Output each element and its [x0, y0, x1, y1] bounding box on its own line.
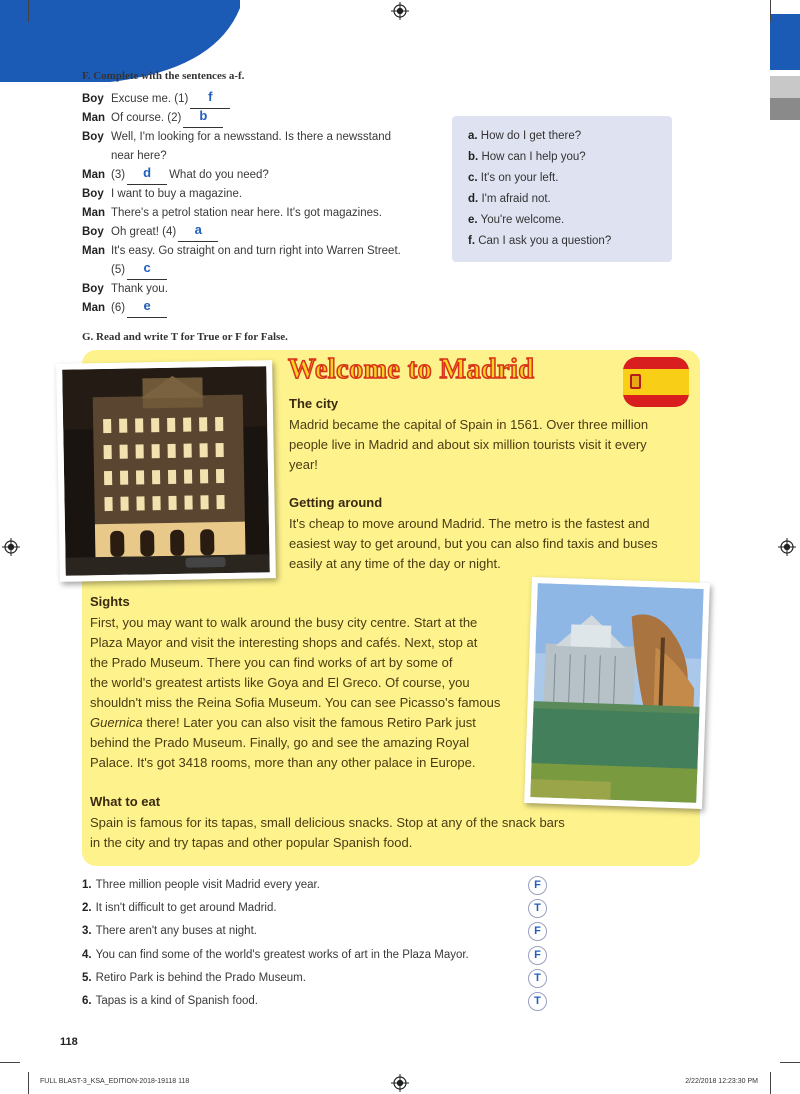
text-line: Spain is famous for its tapas, small delicious snacks. Stop at any of the snack bars — [90, 815, 565, 830]
speaker: Man — [82, 112, 105, 124]
dialogue-line — [82, 185, 442, 204]
statement-text: It isn't difficult to get around Madrid. — [95, 902, 277, 915]
paragraph-sights — [90, 613, 500, 773]
statement-row — [82, 946, 552, 969]
statement-number: 5. — [82, 971, 92, 984]
crop-mark — [28, 1072, 29, 1094]
spain-flag-icon — [623, 357, 689, 407]
answer-blank[interactable]: f — [190, 90, 230, 109]
answer-blank[interactable]: b — [183, 109, 223, 128]
line-text: Excuse me. (1) — [111, 93, 189, 105]
photo-crystal-palace — [524, 577, 710, 809]
option-item — [468, 189, 656, 210]
statement-number: 3. — [82, 925, 92, 938]
task-f-title: F. Complete with the sentences a-f. — [82, 70, 245, 82]
speaker: Man — [82, 302, 105, 314]
option-letter: d. — [468, 193, 479, 205]
crop-mark — [0, 1062, 20, 1063]
text-line: Plaza Mayor and visit the interesting shops and cafés. Next, stop at — [90, 635, 478, 650]
answer-circle[interactable]: T — [528, 992, 547, 1011]
statement-row — [82, 992, 552, 1015]
line-text: It's easy. Go straight on and turn right into Warren Street. — [111, 245, 401, 257]
registration-mark-icon — [2, 538, 20, 556]
text-line: people live in Madrid and about six million tourists visit it every — [289, 437, 647, 452]
print-footer-right: 2/22/2018 12:23:30 PM — [685, 1078, 758, 1085]
dialogue-line — [82, 242, 442, 261]
registration-mark-icon — [391, 2, 409, 20]
paragraph-what-to-eat — [90, 813, 565, 853]
paragraph-getting-around — [289, 514, 658, 574]
crop-mark — [770, 1072, 771, 1094]
text-line: the Prado Museum. There you can find works of art by some of — [90, 655, 453, 670]
dialogue-line — [82, 204, 442, 223]
option-letter: a. — [468, 130, 478, 142]
option-item — [468, 231, 656, 252]
statement-row — [82, 969, 552, 992]
text-line: behind the Prado Museum. Finally, go and see the amazing Royal — [90, 735, 470, 750]
text-line: Guernica there! Later you can also visit the famous Retiro Park just — [90, 715, 476, 730]
answer-blank[interactable]: a — [178, 223, 218, 242]
statement-text: You can find some of the world's greatest works of art in the Plaza Mayor. — [95, 948, 469, 961]
section-heading: Getting around — [289, 495, 383, 510]
line-text: Of course. (2) — [111, 112, 182, 124]
speaker: Boy — [82, 226, 104, 238]
section-heading: The city — [289, 396, 339, 411]
option-item — [468, 168, 656, 189]
option-item — [468, 147, 656, 168]
section-heading: What to eat — [90, 794, 161, 809]
dialogue-line — [82, 147, 442, 166]
answer-circle[interactable]: F — [528, 922, 547, 941]
line-text: (3) — [111, 169, 126, 181]
line-text: Thank you. — [111, 283, 168, 295]
speaker: Boy — [82, 93, 104, 105]
answer-circle[interactable]: T — [528, 899, 547, 918]
text-line: easiest way to get around, but you can also find taxis and buses — [289, 536, 658, 551]
side-tabs-decoration — [770, 0, 800, 140]
text-line: It's cheap to move around Madrid. The metro is the fastest and — [289, 516, 650, 531]
speaker: Boy — [82, 131, 104, 143]
crop-mark — [28, 0, 29, 22]
dialogue — [82, 90, 442, 318]
statement-text: Tapas is a kind of Spanish food. — [95, 994, 258, 1007]
line-text: (6) — [111, 302, 126, 314]
task-g-title: G. Read and write T for True or F for False. — [82, 331, 288, 343]
text-line: easily at any time of the day or night. — [289, 556, 501, 571]
option-text: I'm afraid not. — [481, 193, 551, 205]
statement-row — [82, 899, 552, 922]
registration-mark-icon — [391, 1074, 409, 1092]
text-line: year! — [289, 457, 318, 472]
option-text: How do I get there? — [480, 130, 582, 142]
dialogue-line — [82, 223, 442, 242]
option-text: Can I ask you a question? — [478, 235, 612, 247]
text-line: in the city and try tapas and other popular Spanish food. — [90, 835, 413, 850]
answer-circle[interactable]: F — [528, 946, 547, 965]
statement-number: 4. — [82, 948, 92, 961]
option-letter: e. — [468, 214, 478, 226]
option-text: How can I help you? — [481, 151, 586, 163]
statement-row — [82, 922, 552, 945]
answer-blank[interactable]: d — [127, 166, 167, 185]
section-heading: Sights — [90, 594, 130, 609]
line-text: Oh great! (4) — [111, 226, 177, 238]
line-text: There's a petrol station near here. It's got magazines. — [111, 207, 382, 219]
dialogue-line — [82, 166, 442, 185]
statement-text: There aren't any buses at night. — [95, 925, 257, 938]
text-line: shouldn't miss the Reina Sofia Museum. You can see Picasso's famous — [90, 695, 501, 710]
answer-blank[interactable]: e — [127, 299, 167, 318]
dialogue-line — [82, 109, 442, 128]
print-footer-left: FULL BLAST-3_KSA_EDITION-2018-19118 118 — [40, 1078, 190, 1085]
statement-text: Retiro Park is behind the Prado Museum. — [95, 971, 306, 984]
answer-blank[interactable]: c — [127, 261, 167, 280]
crop-mark — [770, 0, 771, 22]
dialogue-line — [82, 261, 442, 280]
speaker: Man — [82, 245, 105, 257]
statement-number: 1. — [82, 879, 92, 891]
text-line: the world's greatest artists like Goya and El Greco. Of course, you — [90, 675, 470, 690]
option-letter: f. — [468, 235, 476, 247]
statement-text: Three million people visit Madrid every year. — [95, 879, 320, 891]
line-text: What do you need? — [169, 169, 269, 181]
paragraph-city — [289, 415, 648, 475]
true-false-statements — [82, 876, 552, 1015]
speaker: Boy — [82, 283, 104, 295]
dialogue-line — [82, 299, 442, 318]
option-letter: b. — [468, 151, 479, 163]
page-number: 118 — [60, 1036, 78, 1048]
text-line: First, you may want to walk around the busy city centre. Start at the — [90, 615, 478, 630]
speaker: Man — [82, 169, 105, 181]
reading-title: Welcome to Madrid — [288, 354, 535, 385]
dialogue-line — [82, 128, 442, 147]
option-letter: c. — [468, 172, 478, 184]
line-text: Well, I'm looking for a newsstand. Is there a newsstand — [111, 131, 392, 143]
speaker: Man — [82, 207, 105, 219]
answer-circle[interactable]: F — [528, 876, 547, 895]
text-line: Madrid became the capital of Spain in 1561. Over three million — [289, 417, 649, 432]
options-box — [452, 116, 672, 262]
statement-number: 6. — [82, 994, 92, 1007]
registration-mark-icon — [778, 538, 796, 556]
photo-madrid-building — [56, 360, 276, 582]
option-item — [468, 126, 656, 147]
dialogue-line — [82, 90, 442, 109]
answer-circle[interactable]: T — [528, 969, 547, 988]
option-text: It's on your left. — [480, 172, 559, 184]
dialogue-line — [82, 280, 442, 299]
line-text: (5) — [111, 264, 126, 276]
text-line: Palace. It's got 3418 rooms, more than any other palace in Europe. — [90, 755, 476, 770]
option-item — [468, 210, 656, 231]
line-text: near here? — [111, 150, 167, 162]
statement-row — [82, 876, 552, 899]
speaker: Boy — [82, 188, 104, 200]
statement-number: 2. — [82, 902, 92, 915]
crop-mark — [780, 1062, 800, 1063]
line-text: I want to buy a magazine. — [111, 188, 243, 200]
option-text: You're welcome. — [480, 214, 565, 226]
